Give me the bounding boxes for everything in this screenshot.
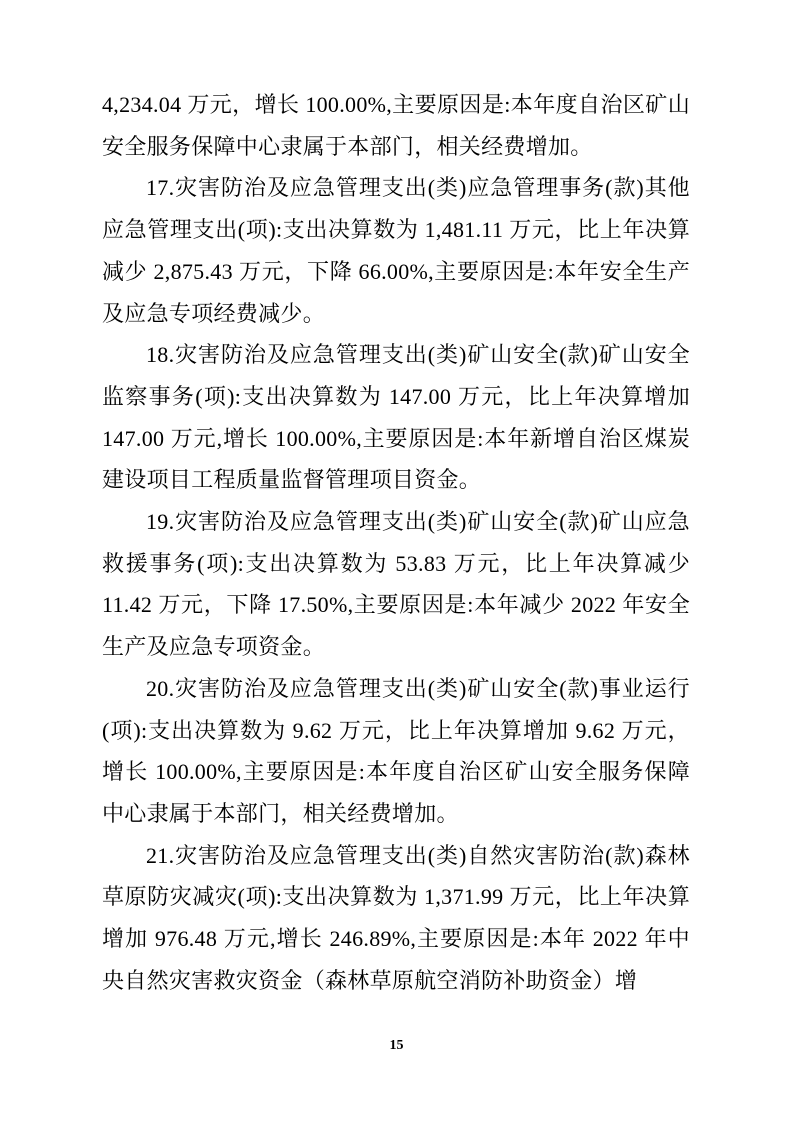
paragraph-item-19: 19.灾害防治及应急管理支出(类)矿山安全(款)矿山应急救援事务(项):支出决算数为 53.83 万元，比上年决算减少 11.42 万元，下降 17.50%,主要原因是:本年减少 2022 年安全生产及应急专项资金。 xyxy=(102,509,690,660)
paragraph-item-17: 17.灾害防治及应急管理支出(类)应急管理事务(款)其他应急管理支出(项):支出决算数为 1,481.11 万元，比上年决算减少 2,875.43 万元，下降 66.00%,主要原因是:本年安全生产及应急专项经费减少。 xyxy=(102,175,690,326)
paragraph-item-18: 18.灾害防治及应急管理支出(类)矿山安全(款)矿山安全监察事务(项):支出决算数为 147.00 万元，比上年决算增加 147.00 万元,增长 100.00%,主要原因是:本年新增自治区煤炭建设项目工程质量监督管理项目资金。 xyxy=(102,342,690,493)
paragraph-item-20: 20.灾害防治及应急管理支出(类)矿山安全(款)事业运行(项):支出决算数为 9.62 万元，比上年决算增加 9.62 万元，增长 100.00%,主要原因是:本年度自治区矿山安全服务保障中心隶属于本部门，相关经费增加。 xyxy=(102,675,690,826)
paragraph-continuation: 4,234.04 万元，增长 100.00%,主要原因是:本年度自治区矿山安全服务保障中心隶属于本部门，相关经费增加。 xyxy=(102,92,690,159)
page-footer xyxy=(0,1036,793,1054)
page-number: 15 xyxy=(389,1038,404,1053)
document-body xyxy=(102,84,690,1001)
paragraph-item-21: 21.灾害防治及应急管理支出(类)自然灾害防治(款)森林草原防灾减灾(项):支出决算数为 1,371.99 万元，比上年决算增加 976.48 万元,增长 246.89%,主要原因是:本年 2022 年中央自然灾害救灾资金（森林草原航空消防补助资金）增 xyxy=(102,842,690,993)
